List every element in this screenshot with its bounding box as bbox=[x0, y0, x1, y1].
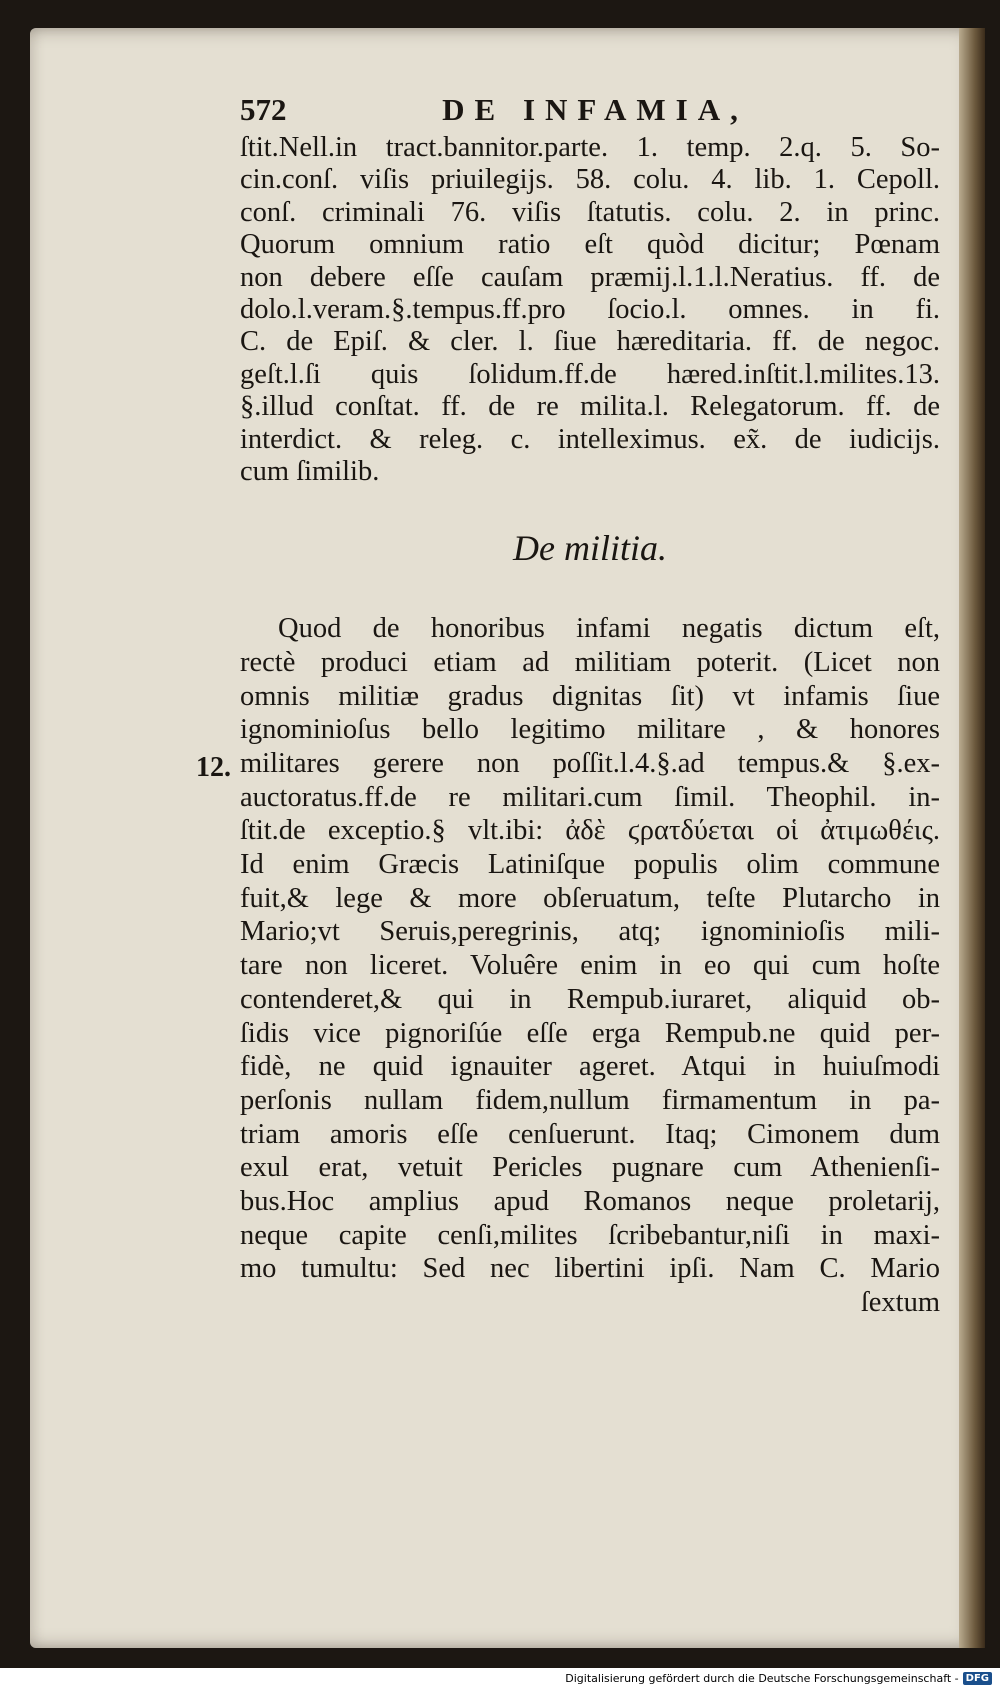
running-head bbox=[240, 92, 940, 132]
text-line: exul erat, vetuit Pericles pugnare cum Athenienſi- bbox=[240, 1152, 940, 1184]
text-line: Quorum omnium ratio eſt quòd dicitur; Pœnam bbox=[240, 229, 940, 261]
margin-note: 12. bbox=[196, 752, 231, 783]
text-line: triam amoris eſſe cenſuerunt. Itaq; Cimonem dum bbox=[240, 1118, 940, 1150]
continuation-text bbox=[240, 132, 940, 488]
credit-text: Digitalisierung gefördert durch die Deutsche Forschungsgemeinschaft - bbox=[565, 1672, 959, 1685]
text-line: militares gerere non poſſit.l.4.§.ad tempus.& §.ex- bbox=[240, 748, 940, 780]
text-line: contenderet,& qui in Rempub.iuraret, aliquid ob- bbox=[240, 983, 940, 1015]
text-line: C. de Epiſ. & cler. l. ſiue hæreditaria. ff. de negoc. bbox=[240, 326, 940, 358]
text-line: geſt.l.ſi quis ſolidum.ff.de hæred.inſtit.l.milites.13. bbox=[240, 358, 940, 390]
text-line: tare non liceret. Voluêre enim in eo qui cum hoſte bbox=[240, 950, 940, 982]
text-line: Id enim Græcis Latiniſque populis olim commune bbox=[240, 849, 940, 881]
text-line: omnis militiæ gradus dignitas ſit) vt infamis ſiue bbox=[240, 680, 940, 712]
digitization-credit bbox=[565, 1672, 992, 1685]
text-line: Mario;vt Seruis,peregrinis, atq; ignominioſis mili- bbox=[240, 916, 940, 948]
text-line: ſidis vice pignoriſúe eſſe erga Rempub.ne quid per- bbox=[240, 1017, 940, 1049]
paragraph bbox=[240, 612, 940, 1319]
text-line: non debere eſſe cauſam præmij.l.1.l.Neratius. ff. de bbox=[240, 261, 940, 293]
text-line: fidè, ne quid ignauiter ageret. Atqui in huiuſmodi bbox=[240, 1051, 940, 1083]
running-title: DE INFAMIA, bbox=[442, 92, 748, 127]
text-line: bus.Hoc amplius apud Romanos neque proletarij, bbox=[240, 1185, 940, 1217]
text-line: fuit,& lege & more obſeruatum, teſte Plutarcho in bbox=[240, 882, 940, 914]
text-line: Quod de honoribus infami negatis dictum eſt, bbox=[278, 613, 940, 645]
text-line: dolo.l.veram.§.tempus.ff.pro ſocio.l. omnes. in fi. bbox=[240, 293, 940, 325]
text-line: mo tumultu: Sed nec libertini ipſi. Nam C. Mario bbox=[240, 1253, 940, 1285]
text-line: auctoratus.ff.de re militari.cum ſimil. Theophil. in- bbox=[240, 781, 940, 813]
text-line: conſ. criminali 76. viſis ſtatutis. colu. 2. in princ. bbox=[240, 196, 940, 228]
text-line: ignominioſus bello legitimo militare , & honores bbox=[240, 714, 940, 746]
text-line: ſtit.de exceptio.§ vlt.ibi: ἀδὲ ϛρατδύεται οἱ ἀτιμωθέις. bbox=[240, 815, 940, 847]
text-line: perſonis nullam fidem,nullum firmamentum in pa- bbox=[240, 1084, 940, 1116]
text-line: ſtit.Nell.in tract.bannitor.parte. 1. temp. 2.q. 5. So- bbox=[240, 132, 940, 163]
dfg-logo-icon: DFG bbox=[963, 1672, 992, 1685]
text-block bbox=[240, 92, 940, 1320]
text-line: §.illud conſtat. ff. de re milita.l. Relegatorum. ff. de bbox=[240, 391, 940, 423]
page-edge bbox=[959, 28, 985, 1648]
text-line: cum ſimilib. bbox=[240, 455, 380, 487]
section-heading: De militia. bbox=[513, 528, 667, 569]
text-line: cin.conſ. viſis priuilegijs. 58. colu. 4. lib. 1. Cepoll. bbox=[240, 164, 940, 196]
text-line: neque capite cenſi,milites ſcribebantur,niſi in maxi- bbox=[240, 1219, 940, 1251]
page-number: 572 bbox=[240, 92, 287, 127]
text-line: interdict. & releg. c. intelleximus. ex̃. de iudicijs. bbox=[240, 423, 940, 455]
catchword: ſextum bbox=[860, 1287, 940, 1319]
text-line: rectè produci etiam ad militiam poterit. (Licet non bbox=[240, 646, 940, 678]
